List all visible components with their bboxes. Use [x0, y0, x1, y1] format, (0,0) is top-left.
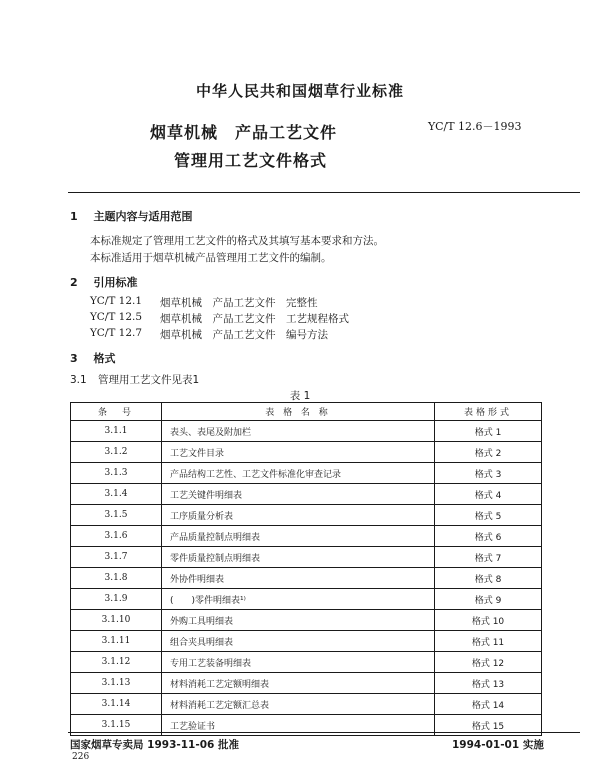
form-name: 工艺文件目录 [162, 442, 435, 463]
clause-number: 3.1.5 [71, 505, 162, 526]
table-row [71, 484, 542, 505]
header-divider [68, 192, 580, 193]
footer-divider [68, 732, 580, 733]
page-number: 226 [72, 752, 90, 762]
table-row [71, 610, 542, 631]
clause-number: 3.1.7 [71, 547, 162, 568]
form-name: ( )零件明细表¹⁾ [162, 589, 435, 610]
clause-number: 3.1.9 [71, 589, 162, 610]
section-1-paragraph-1: 本标准规定了管理用工艺文件的格式及其填写基本要求和方法。 [90, 235, 384, 247]
form-name: 产品质量控制点明细表 [162, 526, 435, 547]
subsection-3-1-text: 管理用工艺文件见表1 [98, 374, 200, 386]
form-name: 产品结构工艺性、工艺文件标准化审查记录 [162, 463, 435, 484]
form-type: 格式 13 [435, 673, 542, 694]
section-2-number: 2 [70, 276, 78, 289]
table-row [71, 547, 542, 568]
form-name: 零件质量控制点明细表 [162, 547, 435, 568]
subsection-3-1 [70, 372, 199, 387]
section-3-heading [70, 350, 116, 366]
form-name: 外购工具明细表 [162, 610, 435, 631]
table-row [71, 421, 542, 442]
clause-number: 3.1.3 [71, 463, 162, 484]
reference-title: 烟草机械 产品工艺文件 完整性 [160, 297, 318, 309]
table-caption: 表 1 [289, 390, 311, 402]
form-type: 格式 5 [435, 505, 542, 526]
effective-date: 1994-01-01 实施 [452, 739, 544, 751]
reference-title: 烟草机械 产品工艺文件 编号方法 [160, 329, 328, 341]
form-type: 格式 4 [435, 484, 542, 505]
table-row [71, 631, 542, 652]
standard-organization-heading: 中华人民共和国烟草行业标准 [195, 82, 404, 100]
clause-number: 3.1.15 [71, 715, 162, 736]
clause-number: 3.1.12 [71, 652, 162, 673]
column-header-form-name: 表 格 名 称 [162, 403, 435, 421]
table-row [71, 694, 542, 715]
clause-number: 3.1.10 [71, 610, 162, 631]
section-1-number: 1 [70, 210, 78, 223]
form-name: 材料消耗工艺定额汇总表 [162, 694, 435, 715]
form-name: 专用工艺装备明细表 [162, 652, 435, 673]
clause-number: 3.1.2 [71, 442, 162, 463]
clause-number: 3.1.6 [71, 526, 162, 547]
document-title-line2: 管理用工艺文件格式 [174, 151, 328, 170]
standard-code: YC/T 12.6－1993 [428, 120, 522, 133]
form-type: 格式 10 [435, 610, 542, 631]
section-3-number: 3 [70, 352, 78, 365]
form-name: 组合夹具明细表 [162, 631, 435, 652]
section-1-heading [70, 208, 193, 224]
column-header-clause-number: 条 号 [71, 403, 162, 421]
section-3-title: 格式 [93, 352, 116, 365]
form-type: 格式 1 [435, 421, 542, 442]
section-2-title: 引用标准 [93, 276, 138, 289]
table-row [71, 673, 542, 694]
section-1-paragraph-2: 本标准适用于烟草机械产品管理用工艺文件的编制。 [90, 252, 332, 264]
format-table [70, 402, 542, 736]
table-row [71, 463, 542, 484]
table-row [71, 505, 542, 526]
form-name: 工艺关键件明细表 [162, 484, 435, 505]
approval-info: 国家烟草专卖局 1993-11-06 批准 [70, 739, 239, 751]
table-row [71, 589, 542, 610]
section-2-heading [70, 274, 138, 290]
form-type: 格式 6 [435, 526, 542, 547]
column-header-form-type: 表格形式 [435, 403, 542, 421]
clause-number: 3.1.13 [71, 673, 162, 694]
form-type: 格式 9 [435, 589, 542, 610]
table-row [71, 442, 542, 463]
form-name: 工艺验证书 [162, 715, 435, 736]
clause-number: 3.1.14 [71, 694, 162, 715]
clause-number: 3.1.1 [71, 421, 162, 442]
form-type: 格式 8 [435, 568, 542, 589]
table-row [71, 526, 542, 547]
form-type: 格式 11 [435, 631, 542, 652]
form-type: 格式 12 [435, 652, 542, 673]
reference-code: YC/T 12.7 [90, 327, 143, 339]
clause-number: 3.1.4 [71, 484, 162, 505]
form-type: 格式 7 [435, 547, 542, 568]
form-type: 格式 14 [435, 694, 542, 715]
form-name: 工序质量分析表 [162, 505, 435, 526]
form-name: 外协件明细表 [162, 568, 435, 589]
clause-number: 3.1.8 [71, 568, 162, 589]
clause-number: 3.1.11 [71, 631, 162, 652]
form-name: 表头、表尾及附加栏 [162, 421, 435, 442]
document-title-line1: 烟草机械 产品工艺文件 [150, 123, 338, 142]
form-type: 格式 15 [435, 715, 542, 736]
section-1-title: 主题内容与适用范围 [93, 210, 193, 223]
form-type: 格式 2 [435, 442, 542, 463]
reference-code: YC/T 12.1 [90, 295, 143, 307]
table-row [71, 652, 542, 673]
table-header-row [71, 403, 542, 421]
reference-title: 烟草机械 产品工艺文件 工艺规程格式 [160, 313, 349, 325]
table-row [71, 568, 542, 589]
form-type: 格式 3 [435, 463, 542, 484]
subsection-3-1-number: 3.1 [70, 374, 87, 386]
reference-code: YC/T 12.5 [90, 311, 143, 323]
form-name: 材料消耗工艺定额明细表 [162, 673, 435, 694]
